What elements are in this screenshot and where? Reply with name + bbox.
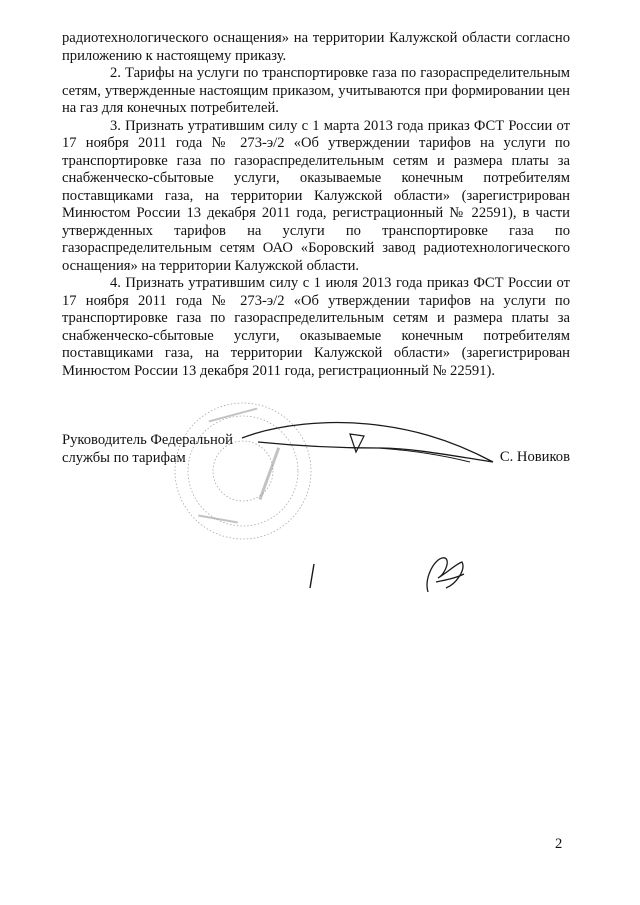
document-body bbox=[62, 30, 570, 380]
paragraph-item-4: 4. Признать утратившим силу с 1 июля 2013 года приказ ФСТ России от 17 ноября 2011 года № 273-э/2 «Об утверждении тарифов на услуги по транспортировке газа по газораспределительным сетям и размера платы за снабженческо-сбытовые услуги, оказываемые конечным потребителям поставщиками газа, на территории Калужской области» (зарегистрирован Минюстом России 13 декабря 2011 года, регистрационный № 22591). bbox=[62, 275, 570, 379]
page-number: 2 bbox=[555, 836, 563, 852]
paragraph-item-2: 2. Тарифы на услуги по транспортировке газа по газораспределительным сетям, утвержденные настоящим приказом, учитываются при формировании цен на газ для конечных потребителей. bbox=[62, 65, 570, 116]
handwritten-signature bbox=[238, 412, 498, 482]
handwritten-initials bbox=[296, 548, 476, 598]
signatory-name: С. Новиков bbox=[499, 449, 570, 465]
paragraph-continuation: радиотехнологического оснащения» на территории Калужской области согласно приложению к настоящему приказу. bbox=[62, 30, 570, 64]
signatory-position: Руководитель Федеральной службы по тарифам bbox=[62, 432, 233, 466]
paragraph-item-3: 3. Признать утратившим силу с 1 марта 2013 года приказ ФСТ России от 17 ноября 2011 года № 273-э/2 «Об утверждении тарифов на услуги по транспортировке газа по газораспределительным сетям и размера платы за снабженческо-сбытовые услуги, оказываемые конечным потребителям поставщиками газа, на территории Калужской области» (зарегистрирован Минюстом России 13 декабря 2011 года, регистрационный № 22591), в части утвержденных тарифов на услуги по транспортировке газа по газораспределительным сетям ОАО «Боровский завод радиотехнологического оснащения» на территории Калужской области. bbox=[62, 117, 570, 274]
